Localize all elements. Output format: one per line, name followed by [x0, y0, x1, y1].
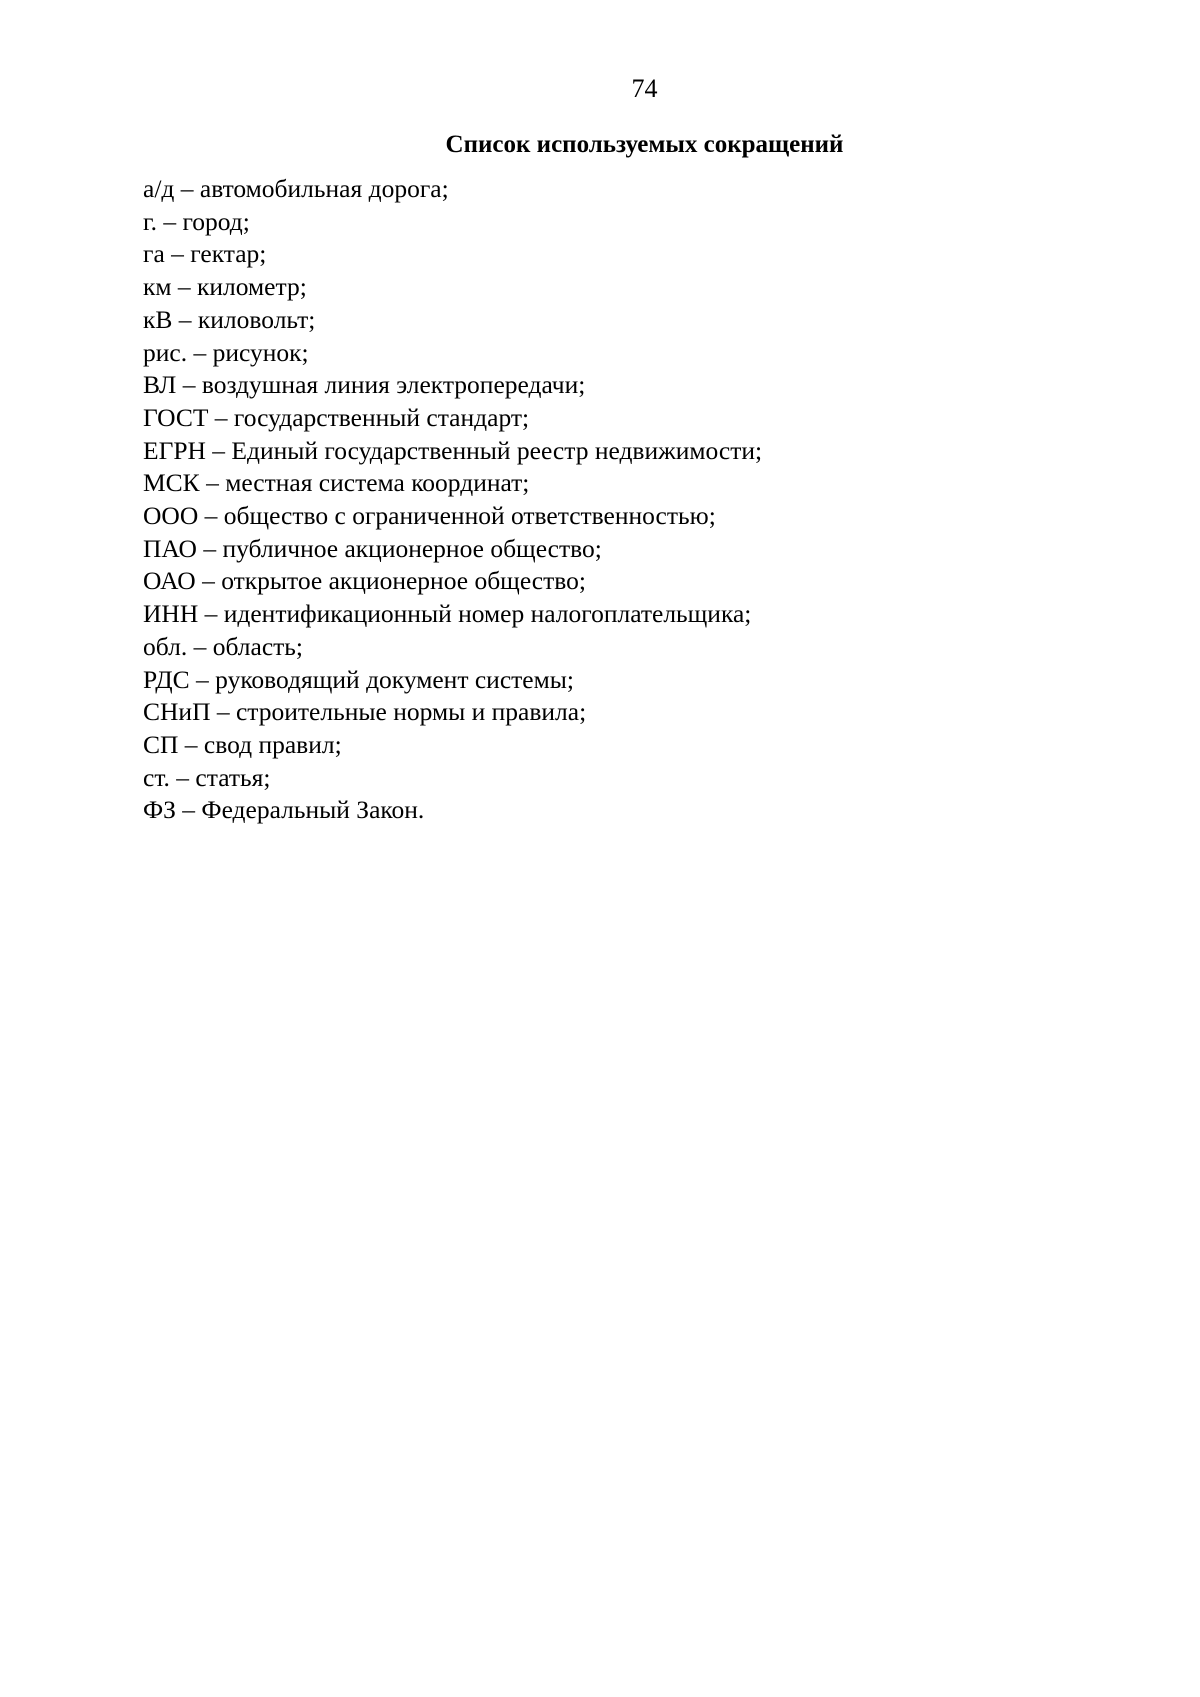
list-item: ФЗ – Федеральный Закон. [143, 795, 425, 825]
list-item: а/д – автомобильная дорога; [143, 174, 449, 203]
list-item: ПАО – публичное акционерное общество; [143, 533, 602, 563]
list-item: рис. – рисунок; [143, 337, 309, 367]
list-item: обл. – область; [143, 631, 303, 661]
list-item: ООО – общество с ограниченной ответственностью; [143, 501, 716, 531]
page-title: Список используемых сокращений [445, 131, 844, 158]
list-item: ОАО – открытое акционерное общество; [143, 566, 586, 596]
page-number: 74 [631, 74, 658, 103]
list-item: ИНН – идентификационный номер налогоплательщика; [143, 599, 752, 629]
list-item: СП – свод правил; [143, 729, 342, 759]
list-item: РДС – руководящий документ системы; [143, 664, 574, 694]
list-item: км – километр; [143, 272, 307, 302]
list-item: ГОСТ – государственный стандарт; [143, 402, 530, 432]
abbreviation-list [143, 173, 762, 827]
list-item: га – гектар; [143, 239, 267, 269]
list-item: ВЛ – воздушная линия электропередачи; [143, 370, 586, 400]
list-item: МСК – местная система координат; [143, 468, 530, 498]
list-item: ЕГРН – Единый государственный реестр недвижимости; [143, 435, 763, 465]
list-item: СНиП – строительные нормы и правила; [143, 697, 587, 727]
list-item: кВ – киловольт; [143, 304, 316, 334]
list-item: г. – город; [143, 206, 250, 236]
list-item: ст. – статья; [143, 762, 271, 792]
